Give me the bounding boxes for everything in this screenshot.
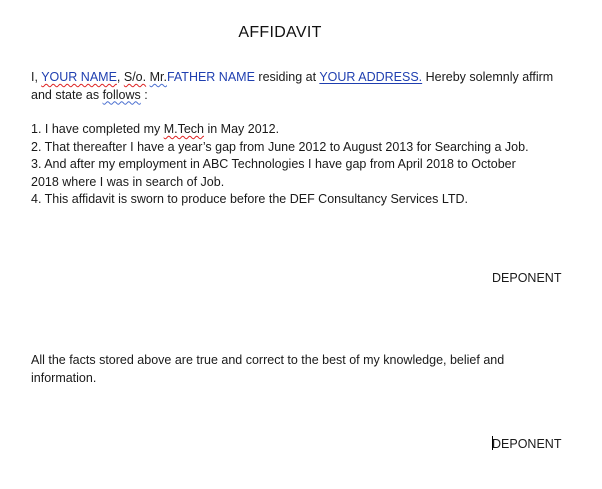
deponent-2-text: EPONENT — [501, 437, 562, 451]
intro-text: residing at — [254, 70, 320, 84]
your-address-placeholder: YOUR ADDRESS. — [319, 70, 423, 84]
affidavit-items[interactable] — [31, 121, 571, 209]
item-1-text: in May 2012. — [204, 122, 280, 136]
father-name-placeholder: FATHER NAME — [166, 70, 255, 84]
intro-paragraph[interactable] — [31, 69, 571, 104]
item-3-line-2: 2018 where I was in search of Job. — [31, 174, 225, 189]
intro-text: I, — [31, 70, 42, 84]
item-4: 4. This affidavit is sworn to produce before the DEF Consultancy Services LTD. — [31, 192, 469, 206]
item-2: 2. That thereafter I have a year’s gap from June 2012 to August 2013 for Searching a Job. — [31, 139, 529, 154]
follows-word: follows — [102, 87, 141, 102]
item-3-line-1: 3. And after my employment in ABC Technologies I have gap from April 2018 to October — [31, 157, 516, 171]
mr-abbrev: Mr. — [149, 70, 167, 84]
deponent-2-text: D — [492, 437, 502, 451]
intro-text: , — [116, 70, 124, 84]
item-1-text: 1. I have completed my — [31, 122, 164, 136]
so-abbrev: S/o. — [123, 70, 147, 84]
item-1 — [31, 121, 571, 139]
deponent-signature-2[interactable] — [492, 436, 561, 451]
intro-text: Hereby solemnly affirm and state as — [31, 70, 554, 102]
document-title: AFFIDAVIT — [238, 24, 322, 41]
intro-text: : — [140, 87, 148, 102]
facts-paragraph[interactable]: All the facts stored above are true and correct to the best of my knowledge, belief and information. — [31, 353, 505, 385]
deponent-signature-1: DEPONENT — [492, 271, 562, 285]
mtech-word: M.Tech — [163, 122, 204, 136]
your-name-placeholder: YOUR NAME — [41, 70, 117, 84]
